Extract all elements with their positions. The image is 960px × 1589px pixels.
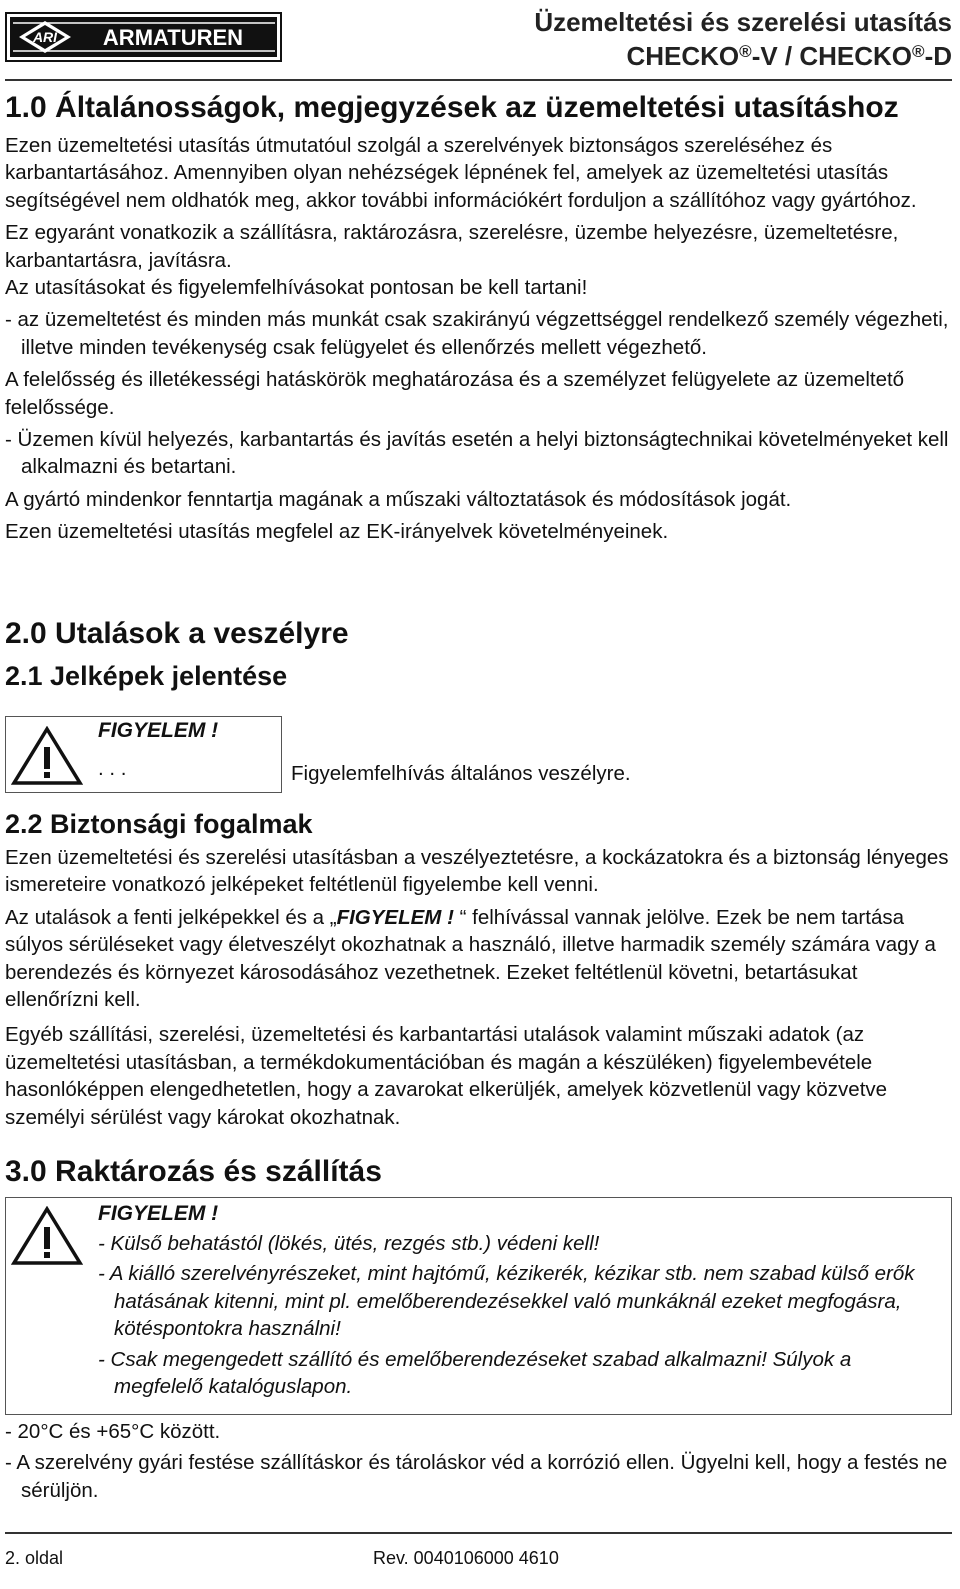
document-title — [534, 5, 952, 73]
paragraph: A gyártó mindenkor fenntartja magának a műszaki változtatások és módosítások jogát. — [5, 487, 792, 511]
page-header — [0, 0, 960, 80]
section-3-heading-block — [5, 1154, 952, 1190]
warning-title: FIGYELEM ! — [98, 1202, 219, 1225]
paragraph: A felelősség és illetékességi hatáskörök meghatározása és a személyzet felügyelete az üzemeltető felelőssége. — [5, 368, 905, 419]
warning-triangle-icon — [11, 726, 83, 786]
subsection-2-1-heading: 2.1 Jelképek jelentése — [5, 661, 288, 691]
warning-item: - Külső behatástól (lökés, ütés, rezgés stb.) védeni kell! — [98, 1232, 600, 1255]
bullet-item: - az üzemeltetést és minden más munkát csak szakirányú végzettséggel rendelkező személy végezheti, illetve minden tevékenység csak felügyelet és ellenőrzés mellett végezhető. — [5, 308, 949, 359]
paragraph: Egyéb szállítási, szerelési, üzemeltetési és karbantartási utalások valamint műszaki adatok (az üzemeltetési utasításban, a termékdokumentációban és magán a készüléken) figyelembevétele hasonlóképpen elengedhetetlen, hogy a zavarokat elkerüljék, amelyek közvetlenül vagy közvetve személyi sérülést vagy károkat okozhatnak. — [5, 1023, 888, 1129]
bullet-item: - Üzemen kívül helyezés, karbantartás és javítás esetén a helyi biztonságtechnikai követelményeket kell alkalmazni és betartani. — [5, 428, 949, 479]
section-3-heading: 3.0 Raktározás és szállítás — [5, 1155, 382, 1188]
page-number: 2. oldal — [5, 1548, 64, 1568]
paragraph: Az utasításokat és figyelemfelhívásokat pontosan be kell tartani! — [5, 276, 588, 300]
bullet-item: - A szerelvény gyári festése szállításkor és tároláskor véd a korrózió ellen. Ügyelni kell, hogy a festés ne sérüljön. — [5, 1451, 948, 1502]
paragraph: Ezen üzemeltetési utasítás megfelel az EK-irányelvek követelményeinek. — [5, 520, 669, 544]
footer-divider — [5, 1532, 952, 1534]
title-line-1: Üzemeltetési és szerelési utasítás — [534, 7, 952, 37]
warning-title: FIGYELEM ! — [98, 719, 219, 742]
section-1 — [5, 90, 952, 546]
revision-number: Rev. 0040106000 4610 — [373, 1548, 559, 1568]
warning-content — [98, 1202, 939, 1400]
section-3-text — [5, 1418, 952, 1504]
storage-warning-box — [5, 1197, 952, 1415]
section-2-heading: 2.0 Utalások a veszélyre — [5, 617, 349, 650]
subsection-2-2-heading: 2.2 Biztonsági fogalmak — [5, 809, 313, 839]
svg-text:ARI: ARI — [32, 29, 58, 45]
warning-triangle-icon — [11, 1206, 83, 1266]
paragraph: Az utalások a fenti jelképekkel és a „FIGYELEM ! “ felhívással vannak jelölve. Ezek be nem tartása súlyos sérüléseket vagy életveszélyt okozhatnak a használó, illetve harmadik személy számára vagy a berendezés és környezet károsodásához vezethetnek. Ezeket feltétlenül követni, betartásukat ellenőrízni kell. — [5, 905, 936, 1012]
paragraph: Ezen üzemeltetési és szerelési utasításban a veszélyeztetésre, a kockázatokra és a biztonság lényeges ismereteire vonatkozó jelképeket feltétlenül figyelembe kell venni. — [5, 846, 949, 897]
paragraph: Ezen üzemeltetési utasítás útmutatóul szolgál a szerelvények biztonságos szereléséhez és karbantartásához. Amennyiben olyan nehézségek lépnének fel, amelyek az üzemeltetési utasítás segítségével nem oldhatók meg, akkor további információkért forduljon a szállítóhoz vagy gyártóhoz. — [5, 134, 917, 212]
warning-description: Figyelemfelhívás általános veszélyre. — [291, 762, 631, 785]
section-2-2 — [5, 808, 952, 1131]
warning-symbol-box — [5, 716, 282, 793]
section-2-heading-block — [5, 616, 952, 692]
section-1-heading: 1.0 Általánosságok, megjegyzések az üzemeltetési utasításhoz — [5, 91, 899, 124]
ari-armaturen-logo — [5, 12, 282, 62]
svg-text:ARMATUREN: ARMATUREN — [102, 25, 244, 50]
warning-placeholder: . . . — [98, 757, 127, 780]
title-line-2: CHECKO®-V / CHECKO®-D — [626, 41, 952, 71]
warning-item: - Csak megengedett szállító és emelőberendezéseket szabad alkalmazni! Súlyok a megfelelő katalóguslapon. — [98, 1347, 852, 1399]
paragraph: Ez egyaránt vonatkozik a szállításra, raktározásra, szerelésre, üzembe helyezésre, üzemeltetésre, karbantartásra, javításra. — [5, 221, 899, 272]
bullet-item: - 20°C és +65°C között. — [5, 1420, 221, 1443]
header-divider — [5, 79, 952, 81]
warning-item: - A kiálló szerelvényrészeket, mint hajtómű, kézikerék, kézikar stb. nem szabad külső erők hatásának kitenni, mint pl. emelőberendezésekkel való munkáknál ezeket megfogásra, kötéspontokra használni! — [98, 1262, 915, 1341]
